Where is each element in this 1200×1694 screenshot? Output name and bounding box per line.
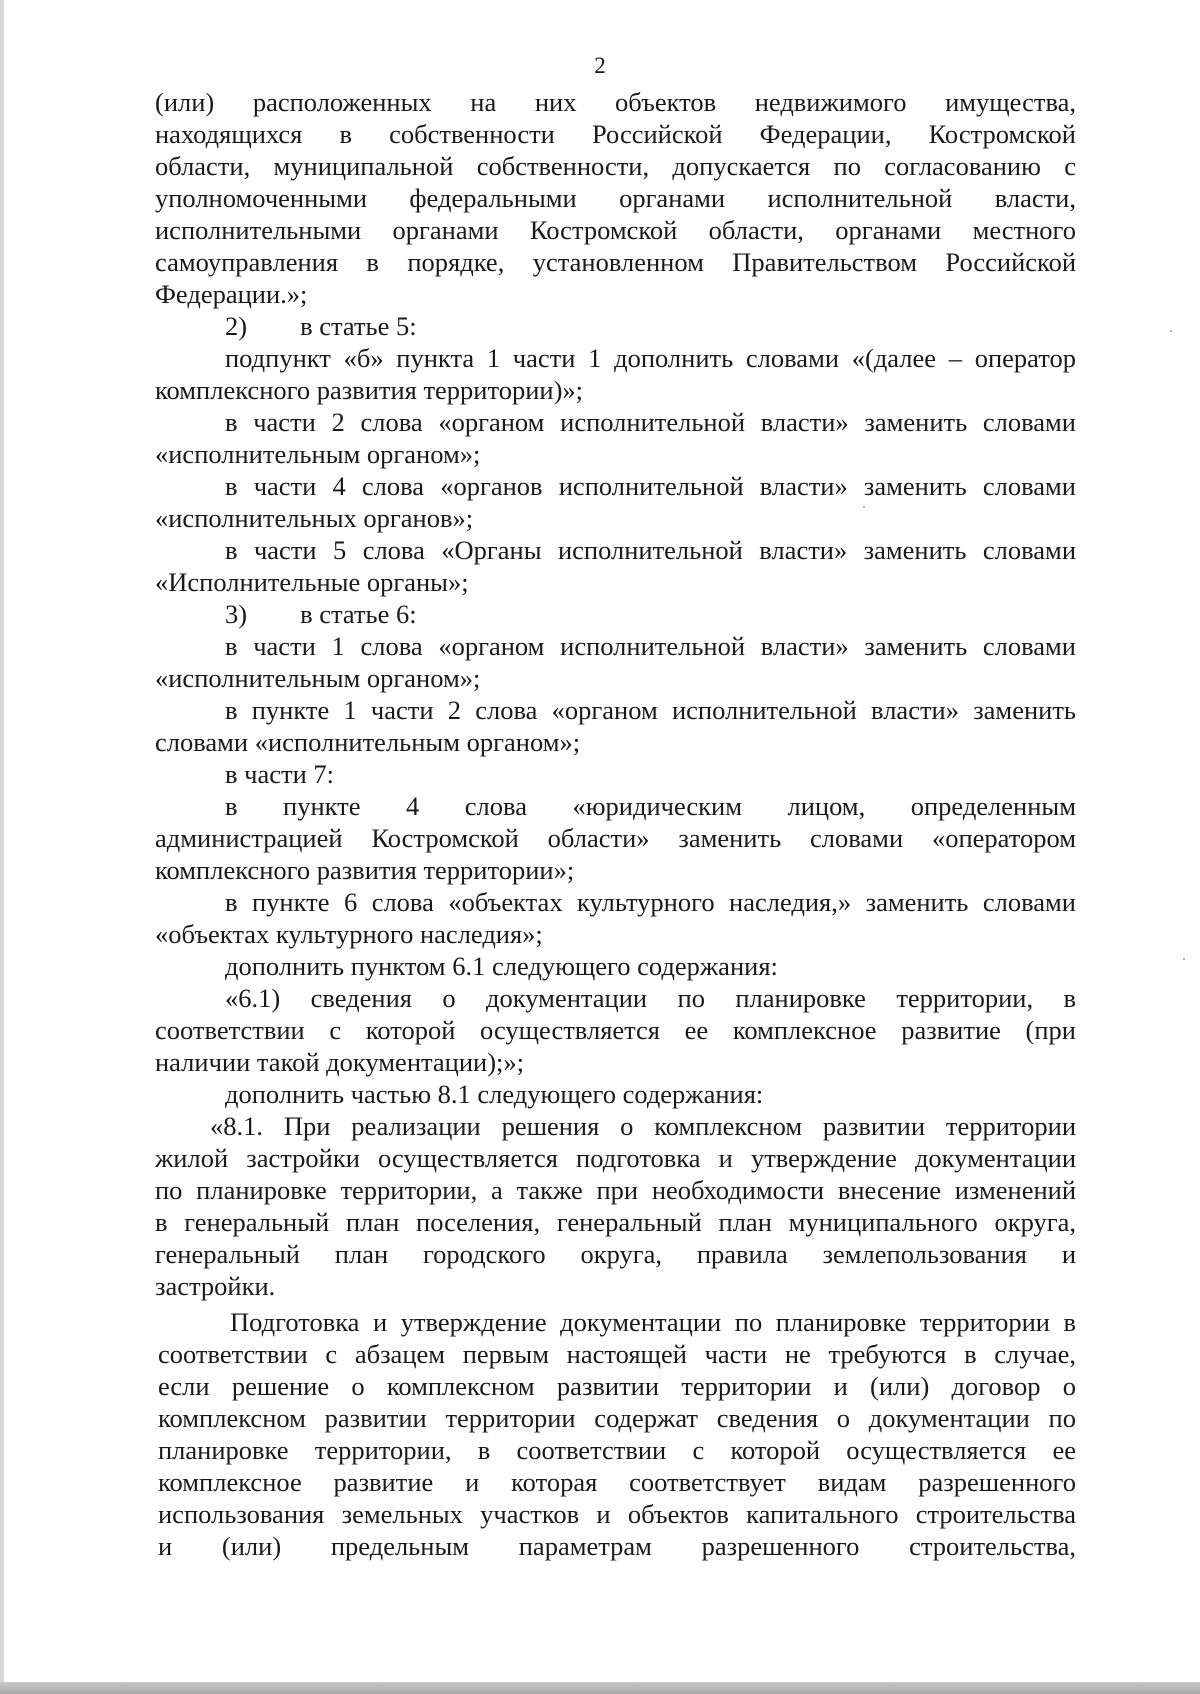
text-line: планировке территории, в соответствии с которой осуществляется ее: [158, 1435, 1076, 1465]
text-line: в части 4 слова «органов исполнительной власти» заменить словами: [225, 471, 1076, 501]
text-line: в части 7:: [225, 759, 334, 789]
text-line: наличии такой документации);»;: [155, 1047, 525, 1077]
text-line: Федерации.»;: [155, 279, 308, 309]
text-line: комплексного развития территории»;: [155, 855, 575, 885]
text-line: Подготовка и утверждение документации по планировке территории в: [230, 1307, 1076, 1337]
text-line: «6.1) сведения о документации по планировке территории, в: [225, 983, 1076, 1013]
text-line: комплексном развитии территории содержат сведения о документации по: [158, 1403, 1076, 1433]
text-line: по планировке территории, а также при необходимости внесение изменений: [155, 1175, 1076, 1205]
text-line: соответствии с абзацем первым настоящей части не требуются в случае,: [158, 1339, 1076, 1369]
item-heading: 2) в статье 5:: [225, 311, 417, 341]
item-heading: 3) в статье 6:: [225, 599, 417, 629]
text-line: жилой застройки осуществляется подготовка и утверждение документации: [155, 1143, 1076, 1173]
text-line: «Исполнительные органы»;: [155, 567, 469, 597]
scan-speck: [1170, 330, 1172, 332]
text-line: если решение о комплексном развитии территории и (или) договор о: [158, 1371, 1076, 1401]
text-line: в пункте 4 слова «юридическим лицом, определенным: [225, 791, 1076, 821]
scan-speck: [1183, 958, 1185, 960]
text-line: дополнить частью 8.1 следующего содержания:: [225, 1079, 764, 1109]
text-line: (или) расположенных на них объектов недвижимого имущества,: [155, 87, 1076, 117]
text-line: «исполнительным органом»;: [155, 663, 481, 693]
text-line: в пункте 6 слова «объектах культурного наследия,» заменить словами: [225, 887, 1076, 917]
text-line: самоуправления в порядке, установленном Правительством Российской: [155, 247, 1076, 277]
text-line: уполномоченными федеральными органами исполнительной власти,: [155, 183, 1076, 213]
text-line: «объектах культурного наследия»;: [155, 919, 543, 949]
text-line: «исполнительных органов»;: [155, 503, 474, 533]
text-line: в пункте 1 части 2 слова «органом исполнительной власти» заменить: [225, 695, 1076, 725]
text-line: словами «исполнительным органом»;: [155, 727, 581, 757]
text-line: использования земельных участков и объектов капитального строительства: [158, 1499, 1076, 1529]
sheet-shadow: [0, 1682, 1200, 1694]
text-line: в части 5 слова «Органы исполнительной власти» заменить словами: [225, 535, 1076, 565]
sheet-edge: [0, 0, 4, 1694]
text-line: комплексного развития территории)»;: [155, 375, 584, 405]
page-number: 2: [594, 53, 606, 78]
text-line: в генеральный план поселения, генеральный план муниципального округа,: [155, 1207, 1076, 1237]
text-line: в части 1 слова «органом исполнительной власти» заменить словами: [225, 631, 1076, 661]
text-line: «8.1. При реализации решения о комплексном развитии территории: [210, 1111, 1076, 1141]
text-line: и (или) предельным параметрам разрешенного строительства,: [158, 1531, 1076, 1561]
text-line: соответствии с которой осуществляется ее комплексное развитие (при: [155, 1015, 1076, 1045]
text-line: находящихся в собственности Российской Федерации, Костромской: [155, 119, 1076, 149]
text-line: исполнительными органами Костромской области, органами местного: [155, 215, 1076, 245]
text-line: комплексное развитие и которая соответствует видам разрешенного: [158, 1467, 1076, 1497]
text-line: генеральный план городского округа, правила землепользования и: [155, 1239, 1076, 1269]
scan-speck: [863, 506, 865, 508]
text-line: области, муниципальной собственности, допускается по согласованию с: [155, 151, 1076, 181]
text-line: «исполнительным органом»;: [155, 439, 481, 469]
text-line: подпункт «б» пункта 1 части 1 дополнить словами «(далее – оператор: [225, 343, 1076, 373]
text-line: в части 2 слова «органом исполнительной власти» заменить словами: [225, 407, 1076, 437]
text-line: застройки.: [155, 1271, 276, 1301]
text-line: администрацией Костромской области» заменить словами «оператором: [155, 823, 1076, 853]
text-line: дополнить пунктом 6.1 следующего содержания:: [225, 951, 778, 981]
